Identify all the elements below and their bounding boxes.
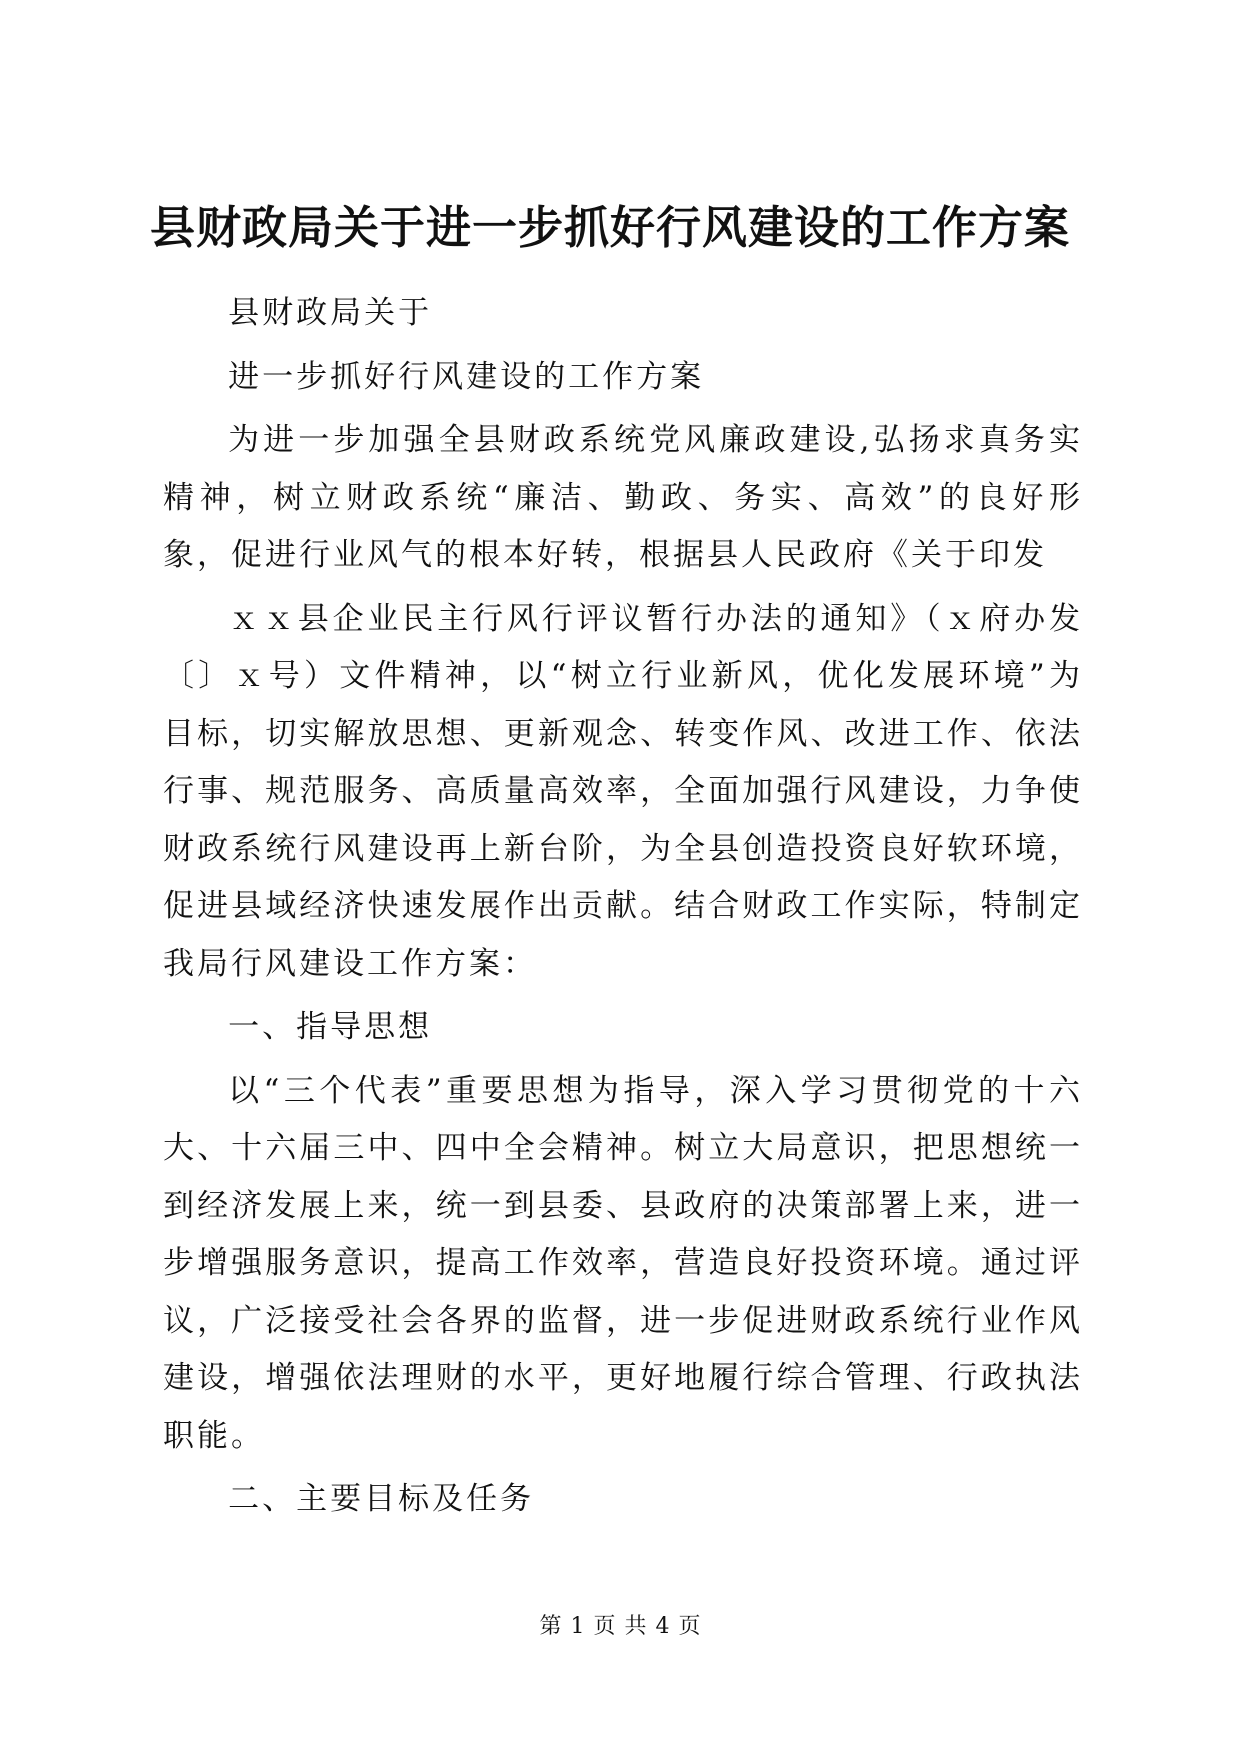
paragraph-heading-line-1: 县财政局关于 [228,295,433,331]
section-heading-goals-tasks: 二、主要目标及任务 [228,1481,535,1517]
section-heading-guiding-ideology: 一、指导思想 [228,1009,433,1045]
page-footer: 第 1 页 共 4 页 [539,1614,702,1639]
paragraph-heading-line-2: 进一步抓好行风建设的工作方案 [228,358,705,395]
paragraph-guiding-ideology: 以“三个代表”重要思想为指导，深入学习贯彻党的十六大、十六届三中、四中全会精神。树立大局意识，把思想统一到经济发展上来，统一到县委、县政府的决策部署上来，进一步增强服务意识，提高工作效率，营造良好投资环境。通过评议，广泛接受社会各界的监督，进一步促进财政系统行业作风建设，增强依法理财的水平，更好地履行综合管理、行政执法职能。 [163,1072,1083,1454]
paragraph-intro: 为进一步加强全县财政系统党风廉政建设,弘扬求真务实精神，树立财政系统“廉洁、勤政、务实、高效”的良好形象，促进行业风气的根本好转，根据县人民政府《关于印发 [163,422,1083,573]
paragraph-purpose: ｘｘ县企业民主行风行评议暂行办法的通知》（ｘ府办发〔〕ｘ号）文件精神，以“树立行业新风，优化发展环境”为目标，切实解放思想、更新观念、转变作风、改进工作、依法行事、规范服务、高质量高效率，全面加强行风建设，力争使财政系统行风建设再上新台阶，为全县创造投资良好软环境，促进县域经济快速发展作出贡献。结合财政工作实际，特制定我局行风建设工作方案： [163,600,1083,982]
document-body [163,285,1083,1535]
document-title: 县财政局关于进一步抓好行风建设的工作方案 [150,201,1071,254]
